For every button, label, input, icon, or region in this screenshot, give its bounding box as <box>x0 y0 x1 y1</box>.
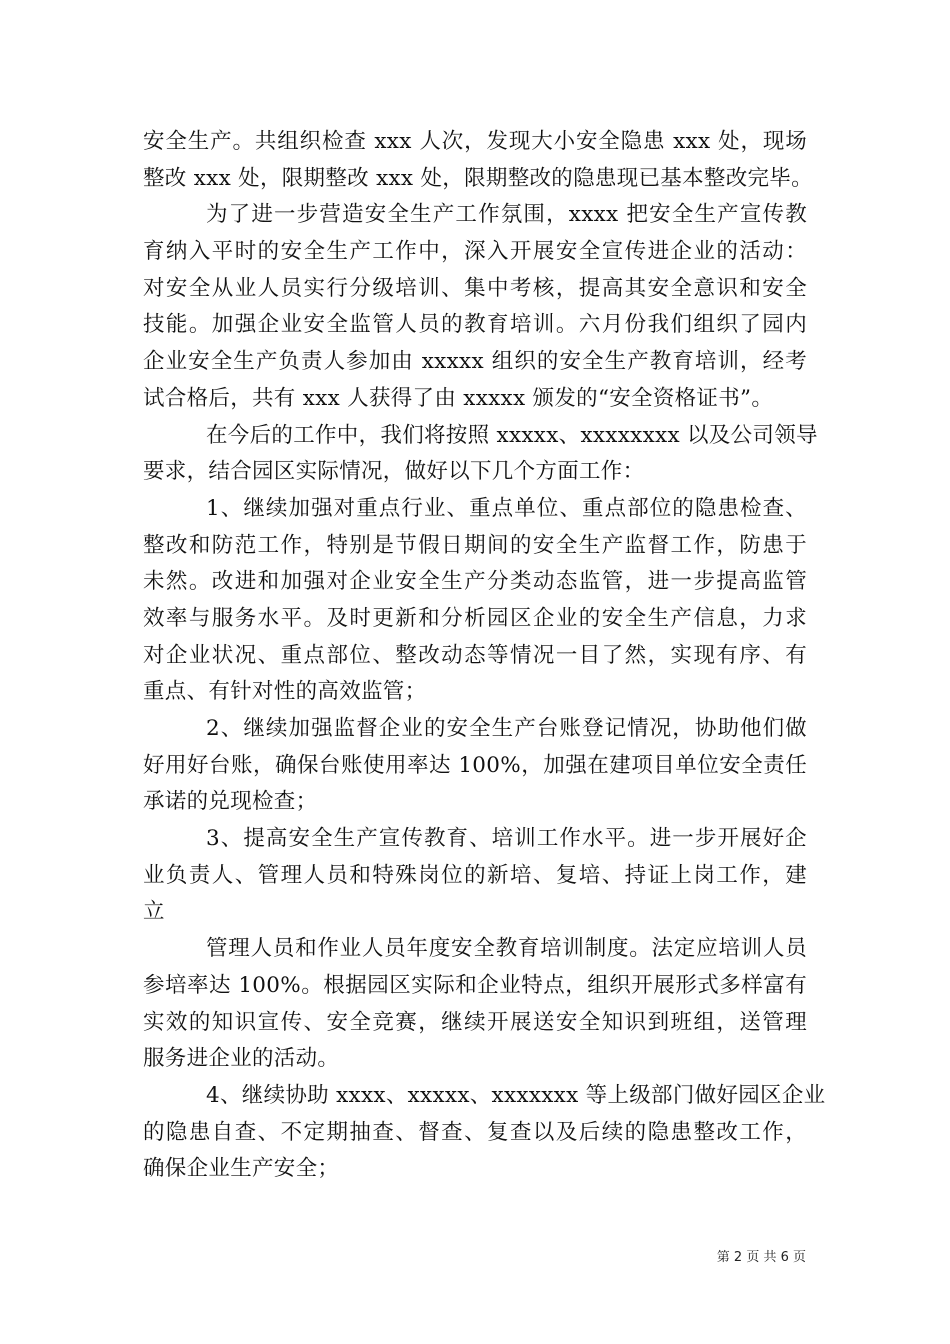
list-item-1-start: 1、继续加强对重点行业、重点单位、重点部位的隐患检查、 <box>206 495 807 521</box>
text-line: 对企业状况、重点部位、整改动态等情况一目了然，实现有序、有 <box>143 642 807 668</box>
page-number-footer: 第 2 页 共 6 页 <box>716 1250 806 1265</box>
text-line: 的隐患自查、不定期抽查、督查、复查以及后续的隐患整改工作， <box>143 1119 807 1145</box>
paragraph-start-line: 为了进一步营造安全生产工作氛围，xxxx 把安全生产宣传教 <box>206 202 807 228</box>
text-line: 确保企业生产安全； <box>143 1156 340 1182</box>
document-body <box>143 124 826 1188</box>
text-line: 立 <box>143 899 165 925</box>
list-item-3-start: 3、提高安全生产宣传教育、培训工作水平。进一步开展好企 <box>206 826 807 852</box>
text-line: 企业安全生产负责人参加由 xxxxx 组织的安全生产教育培训，经考 <box>143 349 807 375</box>
text-line: 整改 xxx 处，限期整改 xxx 处，限期整改的隐患现已基本整改完毕。 <box>143 165 813 191</box>
text-line: 实效的知识宣传、安全竞赛，继续开展送安全知识到班组，送管理 <box>143 1009 807 1035</box>
text-line: 要求，结合园区实际情况，做好以下几个方面工作： <box>143 459 645 485</box>
text-line: 好用好台账，确保台账使用率达 100%，加强在建项目单位安全责任 <box>143 752 807 778</box>
paragraph-start-line: 管理人员和作业人员年度安全教育培训制度。法定应培训人员 <box>206 936 807 962</box>
text-line: 育纳入平时的安全生产工作中，深入开展安全宣传进企业的活动： <box>143 239 807 265</box>
list-item-2-start: 2、继续加强监督企业的安全生产台账登记情况，协助他们做 <box>206 716 807 741</box>
text-line: 参培率达 100%。根据园区实际和企业特点，组织开展形式多样富有 <box>143 972 807 998</box>
text-line: 业负责人、管理人员和特殊岗位的新培、复培、持证上岗工作，建 <box>143 862 807 888</box>
text-line: 安全生产。共组织检查 xxx 人次，发现大小安全隐患 xxx 处，现场 <box>143 129 807 154</box>
text-line: 效率与服务水平。及时更新和分析园区企业的安全生产信息，力求 <box>143 605 807 631</box>
text-line: 承诺的兑现检查； <box>143 789 318 815</box>
text-line: 整改和防范工作，特别是节假日期间的安全生产监督工作，防患于 <box>143 532 807 558</box>
text-line: 重点、有针对性的高效监管； <box>143 679 427 705</box>
list-item-4-start: 4、继续协助 xxxx、xxxxx、xxxxxxx 等上级部门做好园区企业 <box>206 1082 826 1108</box>
text-line: 技能。加强企业安全监管人员的教育培训。六月份我们组织了园内 <box>143 312 807 338</box>
text-line: 试合格后，共有 xxx 人获得了由 xxxxx 颁发的“安全资格证书”。 <box>143 385 774 411</box>
text-line: 未然。改进和加强对企业安全生产分类动态监管，进一步提高监管 <box>143 569 807 595</box>
paragraph-start-line: 在今后的工作中，我们将按照 xxxxx、xxxxxxxx 以及公司领导 <box>206 422 818 448</box>
text-line: 对安全从业人员实行分级培训、集中考核，提高其安全意识和安全 <box>143 275 807 301</box>
text-line: 服务进企业的活动。 <box>143 1046 340 1072</box>
